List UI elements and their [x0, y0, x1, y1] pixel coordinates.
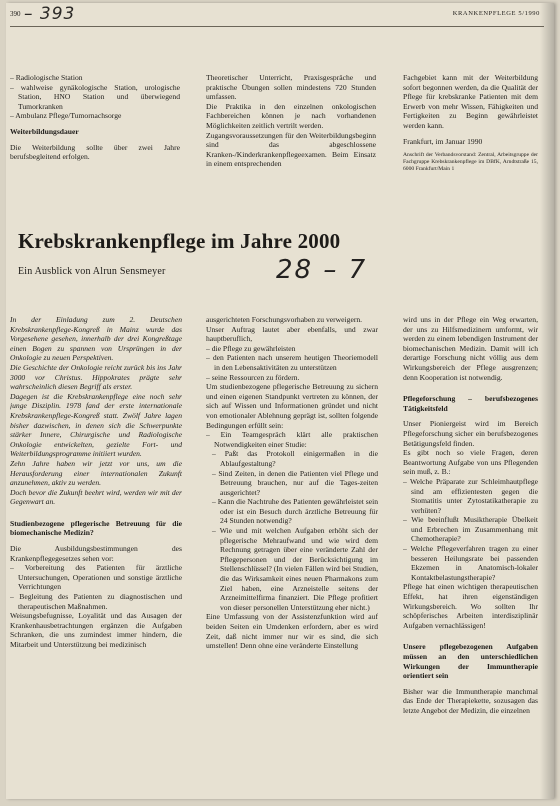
paragraph: – die Pflege zu gewährleisten [206, 343, 296, 353]
paragraph: – seine Ressourcen zu fördern. [206, 372, 300, 382]
page-edge-shadow [540, 3, 554, 799]
paragraph: – Welche Pflegeverfahren tragen zu einer besseren Heilungsrate bei passenden Ekzemen in Anatomisch-lokaler Kontaktbelastungstherapie? [403, 544, 538, 582]
paragraph: – den Patienten nach unserem heutigen Theoriemodell in den Lebensaktivitäten zu unterstützen [206, 353, 378, 372]
paragraph: – Wie beeinflußt Musiktherapie Übelkeit und Erbrechen im Zusammenhang mit Chemotherapie? [403, 515, 538, 544]
body-column-2 [206, 315, 378, 795]
paragraph: Anschrift der Verbandsvorstand: Zentral, Arbeitsgruppe der Fachgruppe Krebskrankenpflege im DBfK, Arndtstraße 15, 6000 Frankfurt/Main 1 [403, 152, 538, 172]
paragraph: Fachgebiet kann mit der Weiterbildung sofort begonnen werden, da die Qualität der Pflege für krebskranke Patienten mit dem Erwerb von mehr Wissen, Fähigkeiten und Fertigkeiten zu Beginn gewährleistet werden kann. [403, 73, 538, 130]
paragraph: – wahlweise gynäkologische Station, urologische Station, HNO Station und überwiegend Tumorkranken [10, 82, 180, 111]
paragraph: In der Einladung zum 2. Deutschen Krebskrankenpflege-Kongreß in Mainz wurde das Vorgesehene gesehen, innerhalb der drei Kongreßtage einen Bogen zu spannen von Ursprüngen in der Onkologie zu neuen Perspektiven. [10, 315, 182, 363]
paragraph: Zugangsvoraussetzungen für den Weiterbildungsbeginn sind das abgeschlossene Kranken-/Kinderkrankenpflegeexamen. Beim Einsatz in einem entsprechenden [206, 130, 376, 169]
paragraph: Die Geschichte der Onkologie reicht zurück bis ins Jahr 3000 vor Christus. Hippokrates prägte sehr wahrscheinlich diesen Begriff als erster. [10, 362, 182, 392]
section-heading: Weiterbildungsdauer [10, 126, 79, 136]
paragraph: – Radiologische Station [10, 73, 83, 82]
paragraph: Zehn Jahre haben wir jetzt vor uns, um die Herausforderung einer internationalen Zukunft anzunehmen, aktiv zu werden. [10, 458, 182, 488]
paragraph: Weisungsbefugnisse, Loyalität und das Ausagen der Krankenhausbetrachtungen ergänzen die Aufgaben Schranken, die uns zumindest immer hindern, die Mitarbeit und Unterstützung bei medizinisch [10, 611, 182, 649]
article-subtitle: Ein Ausblick von Alrun Sensmeyer [18, 266, 166, 277]
top-column-3 [403, 73, 538, 218]
paragraph: – Wie und mit welchen Aufgaben erhöht sich der pflegerische Mehraufwand und wie wird dem Rechnung getragen über eine veränderte Zahl der Pflegepersonen und der Berücksichtigung im Stellenschlüssel? (In vielen Fällen wird bei Studien, die das Wirksamkeit eines neuen Pharmakons zum Ziel haben, eine Arzneistelle seitens der Arzneimittelfirma finanziert. Die Pflege profitiert von dieser personellen Unterstützung eher nicht.) [212, 526, 378, 612]
paragraph: Unser Pioniergeist wird im Bereich Pflegeforschung sicher ein berufsbezogenes Betätigungsfeld finden. [403, 419, 538, 448]
paragraph: – Welche Präparate zur Schleimhautpflege sind am effizientesten gegen die Stomatitis unter Zytostatikatherapie zu verhüten? [403, 476, 538, 515]
paragraph: Unser Auftrag lautet aber ebenfalls, und zwar hauptberuflich, [206, 324, 378, 344]
handwritten-page-annotation: – 393 [24, 4, 76, 24]
paragraph: Frankfurt, im Januar 1990 [403, 136, 483, 146]
top-column-1 [10, 73, 180, 213]
paragraph: Pflege hat einen wichtigen therapeutischen Effekt, hat ihren eigenständigen Wirkungsbereich. Wo sollten Ihr schöpferisches Arbeiten interdisziplinär Aufgaben vernachlässigen! [403, 582, 538, 630]
paragraph: Bisher war die Immuntherapie manchmal das Ende der Therapiekette, sozusagen das letzte Angebot der Medizin, die einzelnen [403, 686, 538, 715]
page-number: 390 [10, 10, 21, 18]
body-column-3 [403, 315, 538, 795]
paragraph: – Paßt das Protokoll einigermaßen in die Ablaufgestaltung? [212, 449, 378, 468]
paragraph: Doch bevor die Zukunft beehrt wird, werden wir mit der Gegenwart an. [10, 487, 182, 507]
paragraph: Theoretischer Unterricht, Praxisgespräche und praktische Übungen sollen mindestens 720 Stunden umfassen. [206, 73, 376, 102]
section-heading: Unsere pflegebezogenen Aufgaben müssen an den unterschiedlichen Wirkungen der Immuntherapie orientiert sein [403, 642, 538, 681]
top-column-2 [206, 73, 376, 218]
paragraph: wird uns in der Pflege ein Weg erwarten, der uns zu Hilfsmedizinern umformt, wir werden zu einem lebendigen Instrument der biomechanischen Medizin. Damit will ich derartige Forschung nicht völlig aus dem Wirkungsbereich der Pflege ausgrenzen; denn Kooperation ist notwendig. [403, 315, 538, 382]
paragraph: – Vorbereitung des Patienten für ärztliche Untersuchungen, Operationen und sonstige ärztliche Verrichtungen [10, 563, 182, 592]
document-page [6, 3, 554, 799]
paragraph: Die Praktika in den einzelnen onkologischen Fachbereichen können je nach vorhandenen Möglichkeiten zeitlich vertrilt werden. [206, 101, 376, 130]
page-header [10, 4, 544, 28]
paragraph: Um studienbezogene pflegerische Betreuung zu sichern und einen eigenen Standpunkt vertreten zu können, der sich auf Wissen und Informationen gründet und nicht von emotionaler Ablehnung geprägt ist, sollten folgende Bedingungen erfüllt sein: [206, 382, 378, 430]
paragraph: – Ambulanz Pflege/Tumornachsorge [10, 111, 122, 121]
article-title: Krebskrankenpflege im Jahre 2000 [18, 229, 341, 253]
paragraph: – Kann die Nachtruhe des Patienten gewährleistet sein oder ist ein Besuch durch ärztliche Betreuung für 24 Stunden notwendig? [212, 497, 378, 526]
paragraph: – Ein Teamgespräch klärt alle praktischen Notwendigkeiten einer Studie: [206, 430, 378, 449]
paragraph: – Sind Zeiten, in denen die Patienten viel Pflege und Betreuung brauchen, nur auf die Tages-zeiten ausgerichtet? [212, 468, 378, 497]
paragraph: Die Weiterbildung sollte über zwei Jahre berufsbegleitend erfolgen. [10, 142, 180, 162]
body-column-1 [10, 315, 182, 795]
paragraph: Eine Umfassung von der Assistenzfunktion wird auf beiden Seiten ein Umdenken erfordern, aber es wird Zeit, daß nicht immer nur wir es sind, die sich umstellen! Denn ohne eine veränderte Einstellung [206, 612, 378, 651]
paragraph: Die Ausbildungsbestimmungen des Krankenpflegegesetzes sehen vor: [10, 544, 182, 563]
header-rule [10, 26, 544, 27]
paragraph: – Begleitung des Patienten zu diagnostischen und therapeutischen Maßnahmen. [10, 592, 182, 611]
handwritten-note: 28 – 7 [276, 255, 368, 285]
section-heading: Studienbezogene pflegerische Betreuung für die biomechanische Medizin? [10, 518, 182, 538]
paragraph: ausgerichteten Forschungsvorhaben zu verweigern. [206, 315, 363, 324]
running-title: KRANKENPFLEGE 5/1990 [452, 10, 540, 17]
paragraph: Dagegen ist die Krebskrankenpflege eine noch sehr junge Disziplin. 1978 fand der erste internationale Krebskrankenpflege-Kongreß statt. Zwölf Jahre lagen bisher dazwischen, in denen sich die Schwerpunkte stärker Innere, Chirurgische und Radiologische Onkologie entwickelten, gezielte Fort- und Weiterbildungsprogramme initiiert wurden. [10, 391, 182, 459]
paragraph: Es gibt noch so viele Fragen, deren Beantwortung Aufgabe von uns Pflegenden sein muß, z. B.: [403, 448, 538, 477]
section-heading: Pflegeforschung – berufsbezogenes Tätigkeitsfeld [403, 394, 538, 413]
